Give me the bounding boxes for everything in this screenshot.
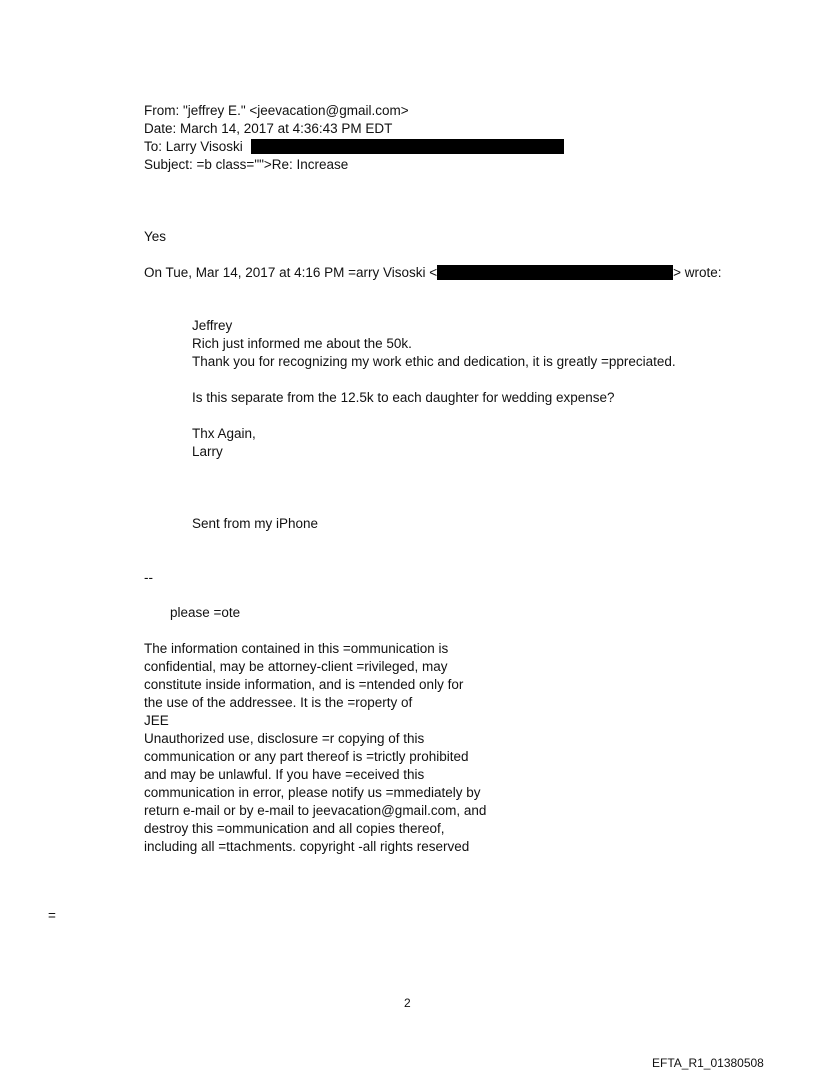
quoted-line: Thank you for recognizing my work ethic and dedication, it is greatly =ppreciated. [192, 354, 676, 369]
separator: -- [144, 570, 153, 585]
quote-intro-prefix: On Tue, Mar 14, 2017 at 4:16 PM =arry Visoski < [144, 265, 438, 280]
disclaimer-line: including all =ttachments. copyright -all rights reserved [144, 839, 470, 854]
disclaimer-line: communication or any part thereof is =trictly prohibited [144, 749, 469, 764]
disclaimer-line: and may be unlawful. If you have =eceived this [144, 767, 425, 782]
header-subject: Subject: =b class="">Re: Increase [144, 157, 349, 172]
disclaimer-line: Unauthorized use, disclosure =r copying of this [144, 731, 425, 746]
header-date: Date: March 14, 2017 at 4:36:43 PM EDT [144, 121, 393, 136]
stray-equals: = [48, 908, 56, 923]
document-id: EFTA_R1_01380508 [652, 1056, 764, 1070]
header-to [144, 138, 564, 156]
quote-intro [144, 264, 722, 282]
quoted-thanks: Thx Again, [192, 426, 256, 441]
quote-intro-suffix: > wrote: [673, 265, 722, 280]
disclaimer-line: communication in error, please notify us =mmediately by [144, 785, 481, 800]
disclaimer-line: JEE [144, 713, 169, 728]
disclaimer [144, 640, 486, 856]
disclaimer-line: the use of the addressee. It is the =roperty of [144, 695, 413, 710]
disclaimer-line: destroy this =ommunication and all copies thereof, [144, 821, 445, 836]
redaction-bar [251, 139, 564, 154]
quoted-line: Rich just informed me about the 50k. [192, 336, 412, 351]
disclaimer-line: confidential, may be attorney-client =rivileged, may [144, 659, 448, 674]
page-number: 2 [404, 996, 411, 1010]
quoted-signature: Sent from my iPhone [192, 516, 319, 531]
header-from: From: "jeffrey E." <jeevacation@gmail.com> [144, 103, 409, 118]
redaction-bar [437, 265, 673, 280]
note-heading: please =ote [170, 605, 241, 620]
disclaimer-line: constitute inside information, and is =ntended only for [144, 677, 464, 692]
disclaimer-line: return e-mail or by e-mail to jeevacation@gmail.com, and [144, 803, 487, 818]
quoted-question: Is this separate from the 12.5k to each daughter for wedding expense? [192, 390, 615, 405]
quoted-name: Larry [192, 444, 223, 459]
reply-text: Yes [144, 229, 167, 244]
quoted-greeting: Jeffrey [192, 318, 233, 333]
disclaimer-line: The information contained in this =ommunication is [144, 641, 449, 656]
header-to-text: To: Larry Visoski [144, 139, 243, 154]
